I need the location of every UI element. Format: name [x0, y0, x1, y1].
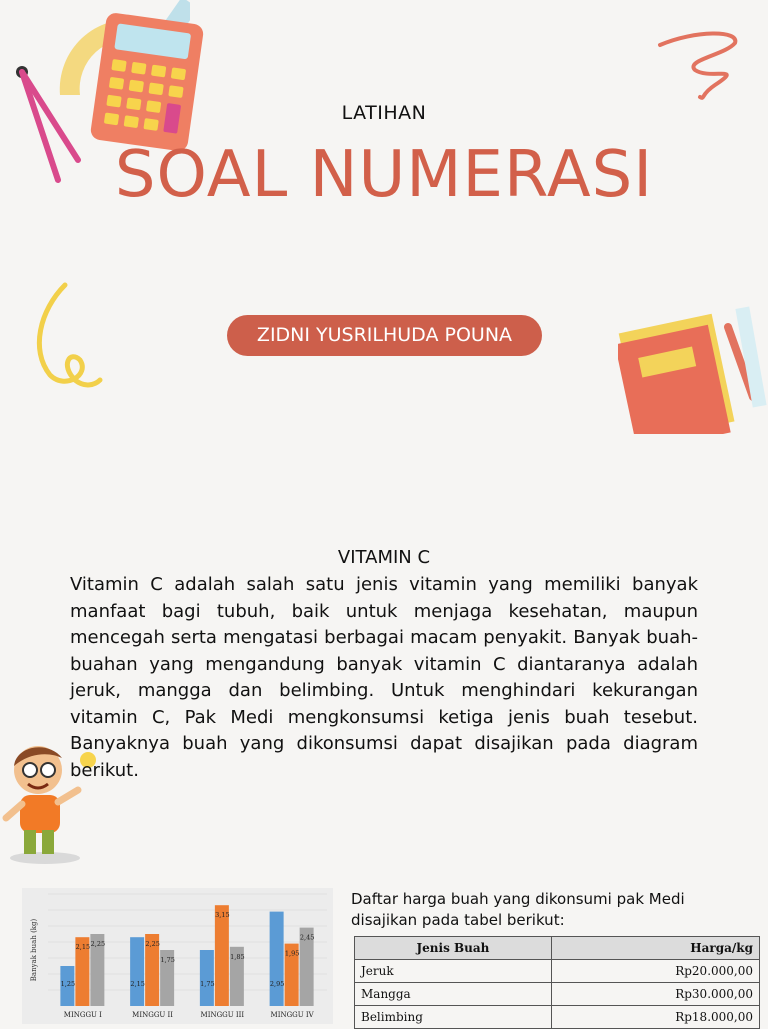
chart-ylabel: Banyak buah (kg) [30, 918, 38, 982]
table-row [355, 960, 760, 983]
price-table [354, 936, 760, 1029]
section-paragraph: Vitamin C adalah salah satu jenis vitamin yang memiliki banyak manfaat bagi tubuh, baik untuk menjaga kesehatan, maupun mencegah serta mengatasi berbagai macam penyakit. Banyak buah-buahan yang mengandung banyak vitamin C diantaranya adalah jeruk, mangga dan belimbing. Untuk menghindari kekurangan vitamin C, Pak Medi mengkonsumsi ketiga jenis buah tesebut. Banyaknya buah yang dikonsumsi dapat disajikan pada diagram berikut. [70, 574, 698, 781]
bar-chart [22, 888, 333, 1024]
bar-jeruk [200, 950, 214, 1006]
data-label: 2,25 [90, 940, 106, 948]
data-label: 1,25 [60, 980, 76, 988]
subtitle: LATIHAN [341, 102, 427, 124]
table-intro: Daftar harga buah yang dikonsumi pak Medi disajikan pada tabel berikut: [351, 890, 685, 929]
books-pencil-icon [618, 292, 768, 434]
section-heading: VITAMIN C [337, 547, 431, 568]
table-row [355, 983, 760, 1006]
table-cell: Rp20.000,00 [551, 960, 759, 983]
table-cell: Mangga [355, 983, 552, 1006]
category-label: MINGGU IV [270, 1011, 314, 1019]
bar-jeruk [270, 912, 284, 1006]
bar-jeruk [130, 937, 144, 1006]
bar-mangga [215, 905, 229, 1006]
table-cell: Rp30.000,00 [551, 983, 759, 1006]
calculator-icon [90, 12, 205, 152]
table-cell: Belimbing [355, 1006, 552, 1029]
data-label: 1,95 [284, 949, 300, 958]
data-label: 2,15 [130, 980, 145, 988]
data-label: 1,75 [200, 980, 215, 988]
column-header: Jenis Buah [355, 937, 552, 960]
squiggle-icon [655, 25, 750, 105]
category-label: MINGGU I [63, 1011, 102, 1019]
category-label: MINGGU III [200, 1011, 245, 1019]
table-cell: Rp18.000,00 [551, 1006, 759, 1029]
author-badge: ZIDNI YUSRILHUDA POUNA [227, 315, 542, 356]
column-header: Harga/kg [551, 937, 759, 960]
category-label: MINGGU II [132, 1011, 174, 1019]
data-label: 2,95 [269, 980, 285, 988]
doodle-icon [30, 280, 105, 400]
data-label: 2,15 [75, 943, 91, 952]
data-label: 1,85 [230, 952, 245, 961]
data-label: 1,75 [160, 956, 175, 964]
table-row [355, 1006, 760, 1029]
table-header-row [355, 937, 760, 960]
page-title: SOAL NUMERASI [114, 138, 654, 212]
bar-chart-svg [22, 888, 333, 1024]
table-cell: Jeruk [355, 960, 552, 983]
data-label: 3,15 [215, 911, 230, 920]
data-label: 2,25 [145, 940, 160, 948]
data-label: 2,45 [299, 933, 315, 942]
